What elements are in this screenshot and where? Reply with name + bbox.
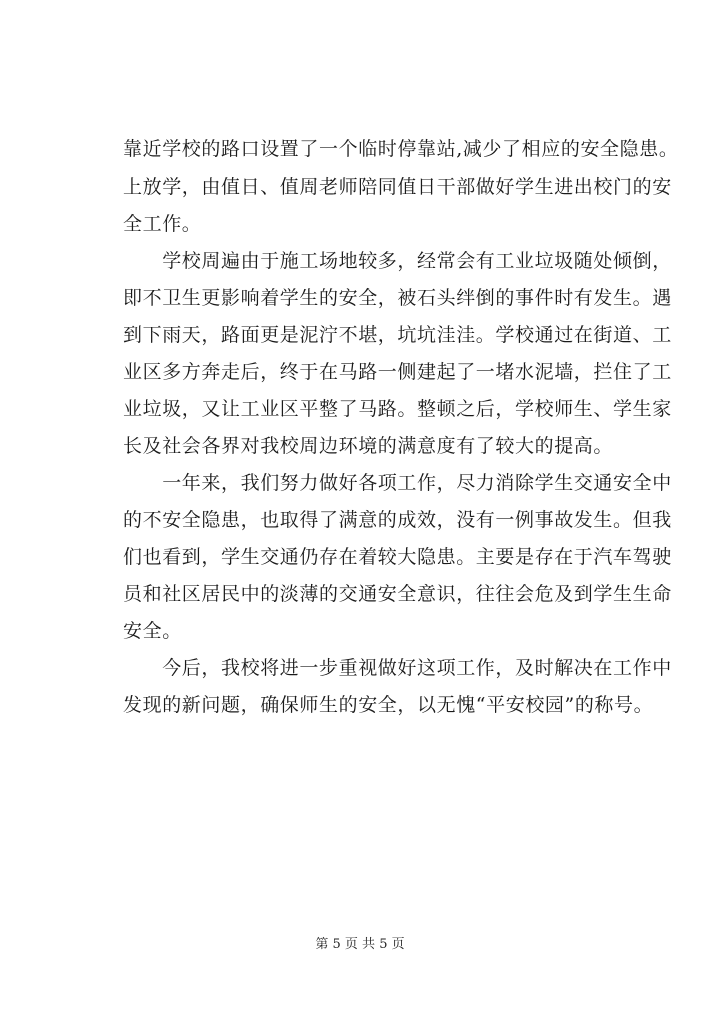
- text-line: 长及社会各界对我校周边环境的满意度有了较大的提高。: [123, 435, 614, 457]
- text-line: 的不安全隐患，也取得了满意的成效，没有一例事故发生。但我: [123, 509, 672, 531]
- paragraph-start-line: 今后，我校将进一步重视做好这项工作，及时解决在工作中: [123, 657, 672, 679]
- page-number-footer: 第 5 页 共 5 页: [315, 937, 405, 952]
- text-line: 即不卫生更影响着学生的安全，被石头绊倒的事件时有发生。遇: [123, 287, 672, 309]
- text-line: 们也看到，学生交通仍存在着较大隐患。主要是存在于汽车驾驶: [123, 546, 672, 568]
- text-line: 员和社区居民中的淡薄的交通安全意识，往往会危及到学生生命: [123, 583, 672, 605]
- text-line: 发现的新问题，确保师生的安全，以无愧“平安校园”的称号。: [123, 694, 654, 716]
- text-line: 业区多方奔走后，终于在马路一侧建起了一堵水泥墙，拦住了工: [123, 361, 672, 383]
- paragraph-start-line: 学校周遍由于施工场地较多，经常会有工业垃圾随处倾倒，: [123, 250, 672, 272]
- text-line: 全工作。: [123, 213, 202, 235]
- text-line: 到下雨天，路面更是泥泞不堪，坑坑洼洼。学校通过在街道、工: [123, 324, 672, 346]
- paragraph-start-line: 一年来，我们努力做好各项工作，尽力消除学生交通安全中: [123, 472, 672, 494]
- text-line: 上放学，由值日、值周老师陪同值日干部做好学生进出校门的安: [123, 176, 672, 198]
- text-line: 业垃圾，又让工业区平整了马路。整顿之后，学校师生、学生家: [123, 398, 672, 420]
- text-line: 安全。: [123, 620, 182, 642]
- text-line: 靠近学校的路口设置了一个临时停靠站,减少了相应的安全隐患。: [123, 138, 679, 160]
